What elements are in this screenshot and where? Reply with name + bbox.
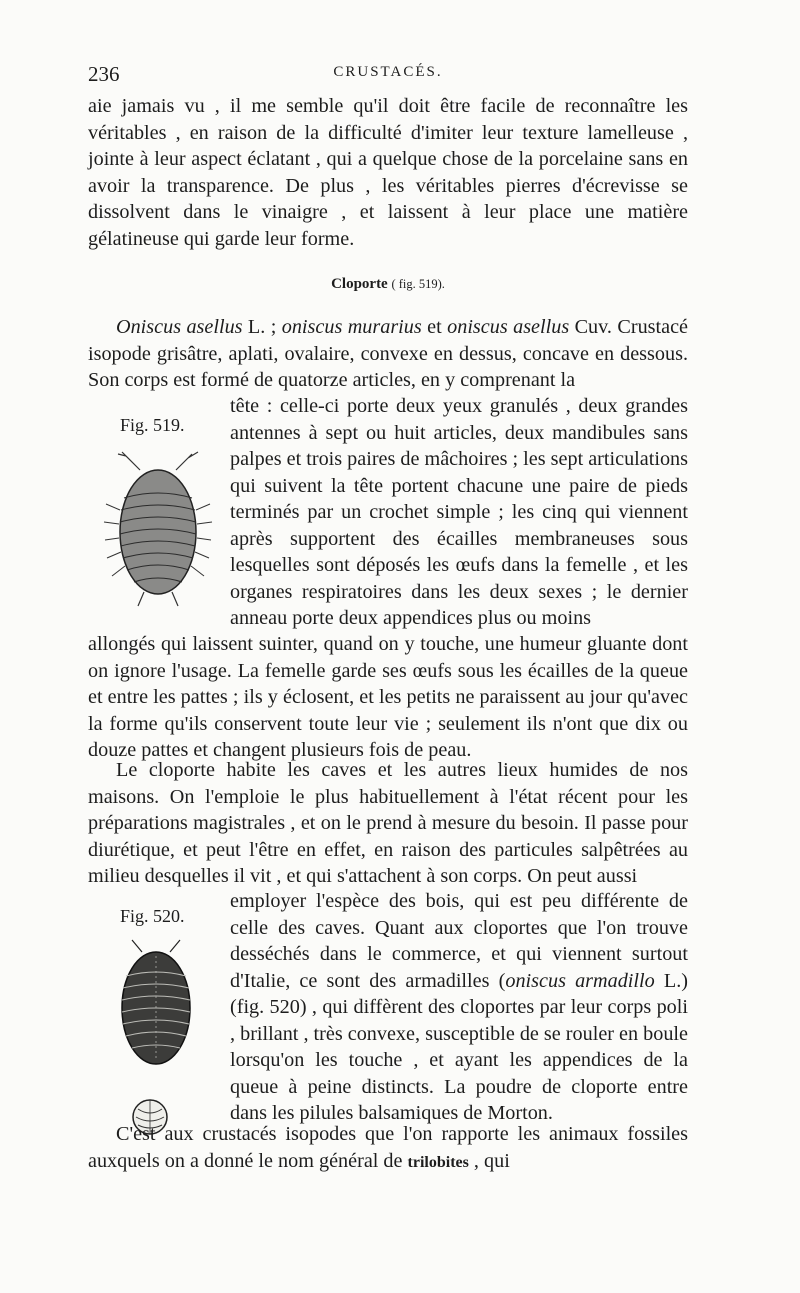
latin-name: oniscus armadillo <box>505 969 655 992</box>
paragraph-armadilles: employer l'espèce des bois, qui est peu différente de celle des caves. Quant aux cloportes que l'on trouve desséchés dans le commerce, et qui viennent surtout d'Italie, ce sont des armadilles (oniscus armadillo L.) (fig. 520) , qui diffèrent des cloportes par leur corps poli , brillant , très convexe, susceptible de se rouler en boule lorsqu'on les touche , et ayant les appendices de la queue à peine distincts. La poudre de cloporte entre dans les pilules balsamiques de Morton. <box>230 890 688 1124</box>
figure-520-caption: Fig. 520. <box>120 906 185 926</box>
paragraph-text: Le cloporte habite les caves et les autres lieux humides de nos maisons. On l'emploie le plus habituellement à l'état récent pour les préparations magistrales , et on le prend à mesure du besoin. Il passe pour diurétique, et peut l'être en effet, en raison des particules salpêtrées au milieu desquelles il vit , et qui s'attachent à son corps. On peut aussi <box>88 759 688 887</box>
latin-name: oniscus murarius <box>281 316 422 338</box>
paragraph-text: allongés qui laissent suinter, quand on y touche, une humeur gluante dont on ignore l'usage. La femelle garde ses œufs sous les écailles de la queue et entre les pattes ; ils y éclosent, et les petits ne paraissent au jour qu'avec la forme qu'ils conservent toute leur vie ; seulement ils n'ont que dix ou douze pattes et changent plusieurs fois de peau. <box>88 633 688 761</box>
page-header <box>88 62 688 90</box>
paragraph-pierres-ecrevisse <box>88 93 688 252</box>
paragraph-trilobites: C'est aux crustacés isopodes que l'on rapporte les animaux fossiles auxquels on a donné le nom général de trilobites , qui <box>88 1123 688 1172</box>
woodlouse-illustration <box>100 440 220 610</box>
paragraph-text: tête : celle-ci porte deux yeux granulés , deux grandes antennes à sept ou huit articles, deux mandibules sans palpes et trois paires de mâchoires ; les sept articulations qui suivent la tête portent chacune une paire de pieds terminés par un crochet simple ; les cinq qui viennent après supportent des écailles membraneuses sous lesquelles sont déposés les œufs dans la femelle , et les organes respiratoires dans les deux sexes ; le dernier anneau porte deux appendices plus ou moins <box>230 395 689 629</box>
figure-519-caption: Fig. 519. <box>120 415 185 435</box>
section-heading-cloporte <box>88 276 688 293</box>
term-trilobites: trilobites <box>407 1153 469 1171</box>
running-title: CRUSTACÉS. <box>333 64 443 80</box>
paragraph-text: aie jamais vu , il me semble qu'il doit être facile de reconnaître les véritables , en raison de la difficulté d'imiter leur texture lamelleuse , jointe à leur aspect éclatant , qui a quelque chose de la porcelaine sans en avoir la transparence. De plus , les véritables pierres d'écrevisse se dissolvent dans le vinaigre , et laissent à leur place une matière gélatineuse qui garde leur forme. <box>88 95 688 250</box>
figure-reference: ( fig. 519). <box>391 277 445 291</box>
page-number: 236 <box>88 62 120 86</box>
paragraph-cloporte-habits <box>88 631 688 764</box>
latin-name: Oniscus asellus <box>116 316 243 338</box>
paragraph-cloporte-habitat <box>88 757 688 890</box>
latin-name: oniscus asellus <box>447 316 570 338</box>
paragraph-cloporte-description: Oniscus asellus L. ; oniscus murarius et oniscus asellus Cuv. Crustacé isopode grisâtre, aplati, ovalaire, convexe en dessus, concave en dessous. Son corps est formé de quatorze articles, en y comprenant la <box>88 316 689 391</box>
section-title: Cloporte <box>331 276 388 292</box>
armadillo-woodlouse-illustration <box>106 930 206 1080</box>
paragraph-cloporte-anatomy <box>230 393 688 632</box>
